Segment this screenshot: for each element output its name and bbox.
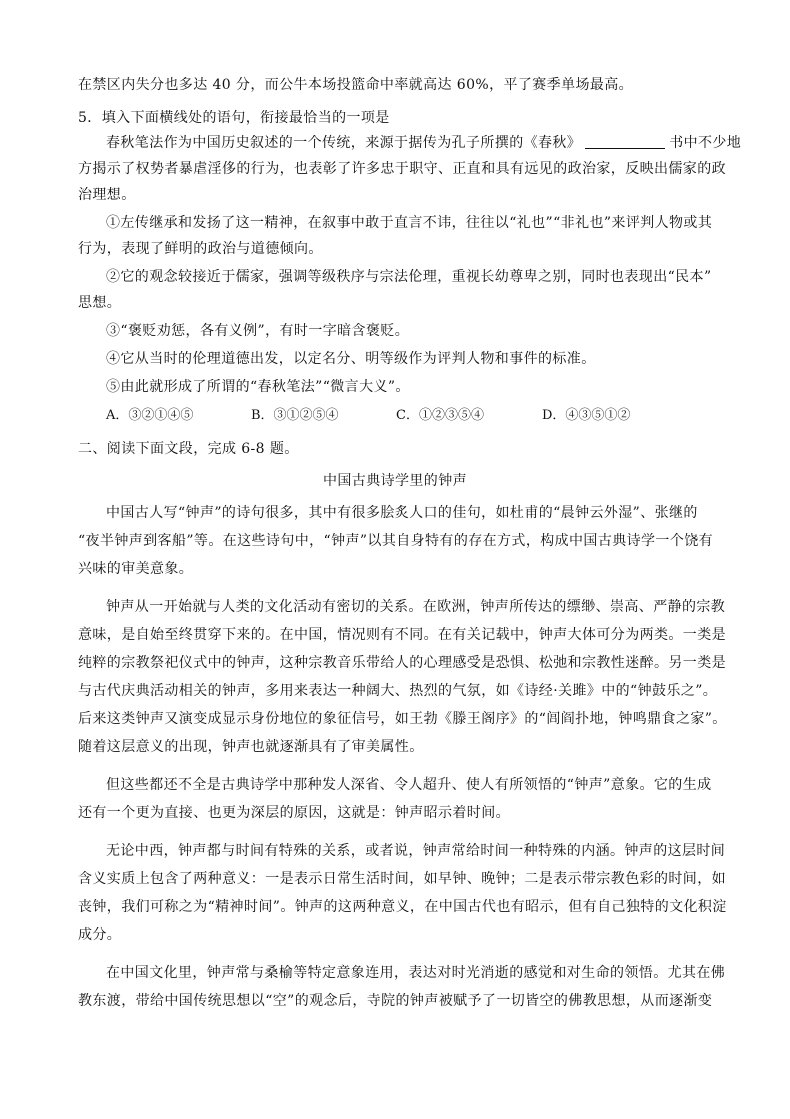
sentence-3: ③“褒贬劝惩，各有义例”，有时一字暗含褒贬。 <box>106 323 410 339</box>
question-5-passage-line-1 <box>106 132 742 154</box>
article-title: 中国古典诗学里的钟声 <box>323 473 467 489</box>
paragraph-5-line: 教东渡，带给中国传统思想以“空”的观念后，寺院的钟声被赋予了一切皆空的佛教思想，从而逐渐变 <box>78 993 713 1009</box>
section-2-heading: 二、阅读下面文段，完成 6-8 题。 <box>78 441 299 457</box>
prev-question-line: 在禁区内失分也多达 40 分，而公牛本场投篮命中率就高达 60%，平了赛季单场最高。 <box>78 77 634 93</box>
paragraph-5-line: 在中国文化里，钟声常与桑榆等特定意象连用，表达对时光消逝的感觉和对生命的领悟。尤其在佛 <box>106 965 726 981</box>
paragraph-2-line: 纯粹的宗教祭祀仪式中的钟声，这种宗教音乐带给人的心理感受是恐惧、松弛和宗教性迷醉。另一类是 <box>78 655 726 671</box>
passage-text: 春秋笔法作为中国历史叙述的一个传统，来源于据传为孔子所撰的《春秋》 <box>106 135 582 151</box>
paragraph-2-line: 随着这层意义的出现，钟声也就逐渐具有了审美属性。 <box>78 739 424 755</box>
passage-text: 书中不少地 <box>669 135 742 151</box>
sentence-2-line-1: ②它的观念较接近于儒家，强调等级秩序与宗法伦理，重视长幼尊卑之别，同时也表现出“民本” <box>106 269 712 285</box>
sentence-1-line-2: 行为，表现了鲜明的政治与道德倾向。 <box>78 241 323 257</box>
sentence-1-line-1: ①左传继承和发扬了这一精神，在叙事中敢于直言不讳，往往以“礼也”“非礼也”来评判人物或其 <box>106 215 713 231</box>
paragraph-1-line: “夜半钟声到客船”等。在这些诗句中，“钟声”以其自身特有的存在方式，构成中国古典诗学一个饶有 <box>78 533 714 549</box>
option-b: B．③①②⑤④ <box>251 408 339 423</box>
paragraph-1-line: 中国古人写“钟声”的诗句很多，其中有很多脍炙人口的佳句，如杜甫的“晨钟云外湿”、张继的 <box>106 505 698 521</box>
paragraph-2-line: 后来这类钟声又演变成显示身份地位的象征信号，如王勃《滕王阁序》的“闾阎扑地，钟鸣鼎食之家”。 <box>78 711 727 727</box>
paragraph-1-line: 兴味的审美意象。 <box>78 561 194 577</box>
paragraph-2-line: 钟声从一开始就与人类的文化活动有密切的关系。在欧洲，钟声所传达的缥缈、崇高、严静的宗教 <box>106 599 726 615</box>
sentence-4: ④它从当时的伦理道德出发，以定名分、明等级作为评判人物和事件的标准。 <box>106 351 596 367</box>
paragraph-4-line: 含义实质上包含了两种意义：一是表示日常生活时间，如早钟、晚钟；二是表示带宗教色彩的时间，如 <box>78 871 726 887</box>
paragraph-3-line: 但这些都还不全是古典诗学中那种发人深省、令人超升、使人有所领悟的“钟声”意象。它的生成 <box>106 777 712 793</box>
sentence-5: ⑤由此就形成了所谓的“春秋笔法”“微言大义”。 <box>106 379 410 395</box>
paragraph-4-line: 丧钟，我们可称之为“精神时间”。钟声的这两种意义，在中国古代也有昭示，但有自己独特的文化积淀 <box>78 899 727 915</box>
option-d: D．④③⑤①② <box>542 408 631 423</box>
paragraph-4-line: 无论中西，钟声都与时间有特殊的关系，或者说，钟声常给时间一种特殊的内涵。钟声的这层时间 <box>106 843 726 859</box>
question-5-passage-line-2: 方揭示了权势者暴虐淫侈的行为，也表彰了许多忠于职守、正直和具有远见的政治家，反映出儒家的政 <box>78 161 726 177</box>
paragraph-3-line: 还有一个更为直接、也更为深层的原因，这就是：钟声昭示着时间。 <box>78 805 510 821</box>
paragraph-2-line: 意味，是自始至终贯穿下来的。在中国，情况则有不同。在有关记载中，钟声大体可分为两类。一类是 <box>78 627 726 643</box>
option-c: C．①②③⑤④ <box>396 408 484 423</box>
question-5-stem: 5．填入下面横线处的语句，衔接最恰当的一项是 <box>78 110 390 126</box>
option-a: A．③②①④⑤ <box>106 408 194 423</box>
question-5-passage-line-3: 治理想。 <box>78 187 136 203</box>
answer-blank <box>585 134 665 149</box>
paragraph-2-line: 与古代庆典活动相关的钟声，多用来表达一种阔大、热烈的气氛，如《诗经·关雎》中的“钟鼓乐之”。 <box>78 683 718 699</box>
paragraph-4-line: 成分。 <box>78 927 122 943</box>
sentence-2-line-2: 思想。 <box>78 295 122 311</box>
